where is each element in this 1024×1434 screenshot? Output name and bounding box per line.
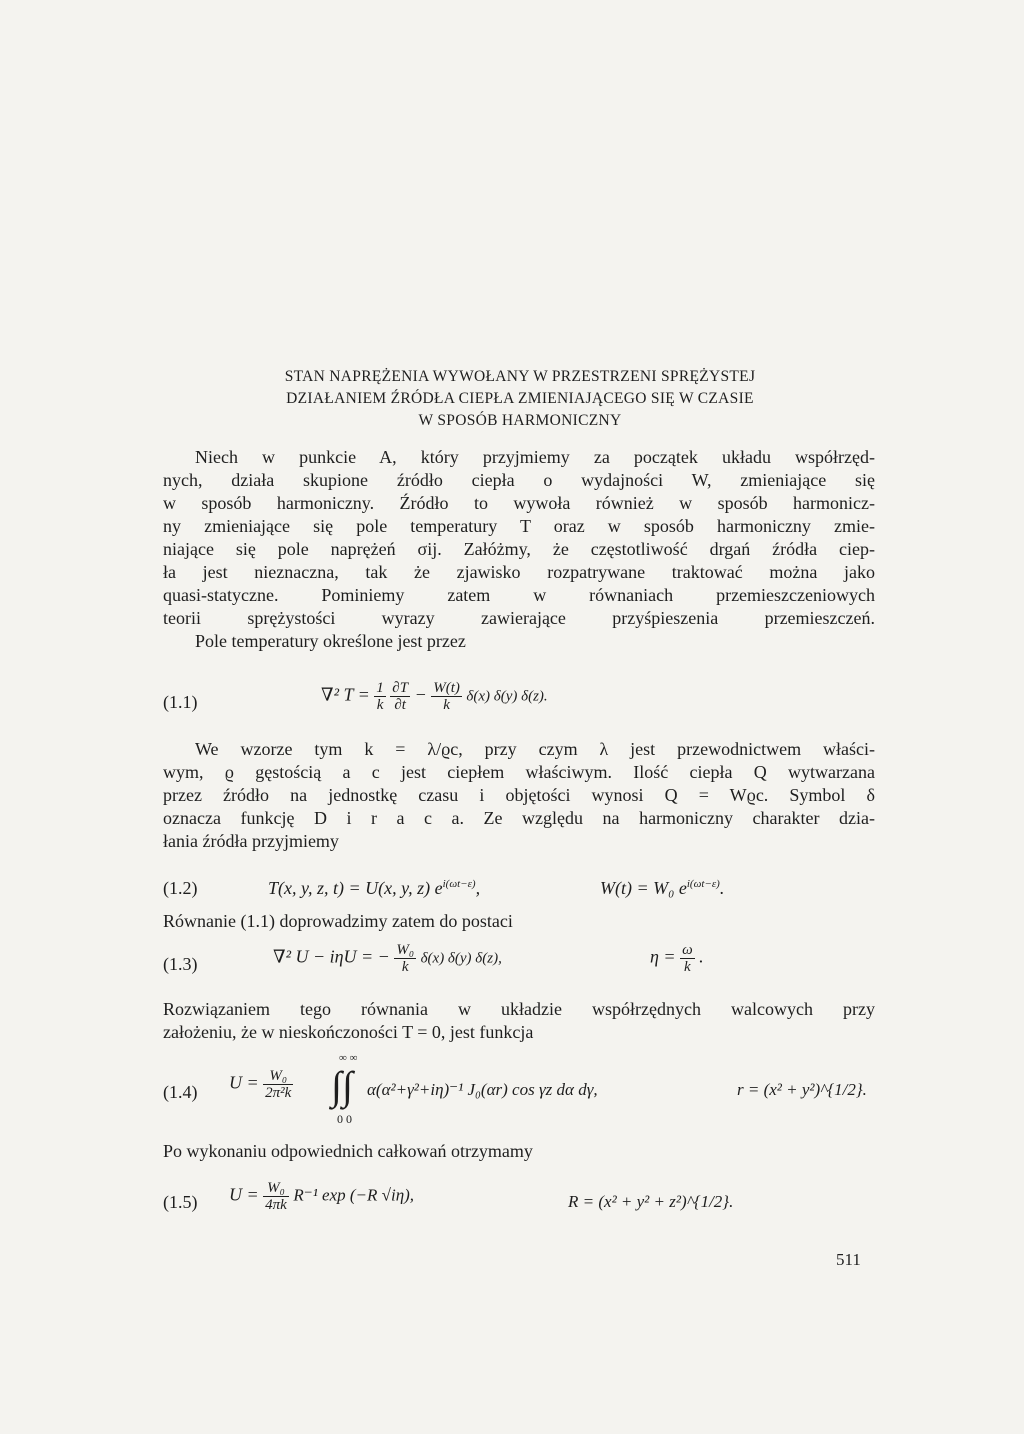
eq-minus: − bbox=[414, 684, 432, 705]
fraction: $\frac{\partial T}{\partial t}$ bbox=[392, 680, 409, 713]
equation-1-1 bbox=[163, 680, 883, 730]
text-line: We wzorze tym k = λ/ϱc, przy czym λ jest przewodnictwem właści- bbox=[195, 739, 875, 759]
text-line: nych, działa skupione źródło ciepła o wydajności W, zmieniające się bbox=[163, 470, 875, 490]
R-definition: R = (x² + y² + z²)^{1/2}. bbox=[568, 1192, 734, 1211]
fraction: $\frac{\text{W₀}}{\text{2π²k}}$ bbox=[265, 1068, 292, 1101]
text-line: Rozwiązaniem tego równania w układzie współrzędnych walcowych przy bbox=[163, 999, 875, 1019]
text-line: Równanie (1.1) doprowadzimy zatem do postaci bbox=[163, 911, 513, 931]
eq-body: R⁻¹ exp (−R √iη), bbox=[293, 1185, 415, 1205]
text-line: założeniu, że w nieskończoności T = 0, jest funkcja bbox=[163, 1022, 534, 1042]
eq-lhs: ∇² U − iηU = − bbox=[273, 946, 395, 967]
paragraph-po bbox=[163, 1140, 875, 1163]
eq-right: W(t) = W₀ e bbox=[600, 878, 687, 898]
text-line: ła jest nieznaczna, tak że zjawisko rozpatrywane traktować można jako bbox=[163, 562, 875, 582]
r-definition: r = (x² + y²)^{1/2}. bbox=[737, 1080, 867, 1099]
text-line: w sposób harmoniczny. Źródło to wywoła również w sposób harmonicz- bbox=[163, 493, 875, 513]
eq-lhs: ∇² T = bbox=[321, 684, 375, 705]
text-line: teorii sprężystości wyrazy zawierające przyśpieszenia przemieszczeń. bbox=[163, 608, 875, 628]
equation-number: (1.5) bbox=[163, 1192, 198, 1212]
eq-rhs: δ(x) δ(y) δ(z). bbox=[466, 688, 548, 705]
equation-number: (1.1) bbox=[163, 692, 198, 712]
paragraph-3 bbox=[163, 998, 875, 1044]
eq-lhs: U = bbox=[229, 1072, 264, 1093]
text-line: Niech w punkcie A, który przyjmiemy za początek układu współrzęd- bbox=[195, 447, 875, 467]
paragraph-2 bbox=[163, 738, 875, 853]
eq-lhs: U = bbox=[229, 1184, 264, 1205]
equation-number: (1.4) bbox=[163, 1082, 198, 1102]
eq-rhs: δ(x) δ(y) δ(z), bbox=[420, 950, 502, 967]
integrand: α(α²+γ²+iη)⁻¹ J₀(αr) cos γz dα dγ, bbox=[367, 1080, 598, 1099]
eq-exponent: i(ωt−ε) bbox=[686, 878, 720, 890]
equation-1-5 bbox=[163, 1178, 883, 1224]
equation-number: (1.3) bbox=[163, 954, 198, 974]
double-integral: ∫∫ bbox=[331, 1063, 353, 1108]
equation-1-2 bbox=[163, 876, 883, 902]
integral-upper-limits: ∞ ∞ bbox=[339, 1052, 358, 1064]
title-line-3: W SPOSÓB HARMONICZNY bbox=[418, 412, 622, 429]
fraction: $\frac{W(t)}{k}$ bbox=[433, 680, 460, 713]
eq-period: . bbox=[719, 878, 725, 898]
equation-number: (1.2) bbox=[163, 878, 198, 898]
text-line: Po wykonaniu odpowiednich całkowań otrzymamy bbox=[163, 1141, 533, 1161]
page-number: 511 bbox=[836, 1250, 861, 1269]
text-line: przez źródło na jednostkę czasu i objętości wynosi Q = Wϱc. Symbol δ bbox=[163, 785, 875, 805]
eq-comma: , bbox=[475, 878, 481, 898]
text-line: Pole temperatury określone jest przez bbox=[195, 631, 466, 651]
paragraph-1 bbox=[163, 446, 875, 653]
section-title bbox=[150, 366, 890, 432]
paragraph-rownanie bbox=[163, 910, 875, 933]
text-line: niające się pole naprężeń σij. Załóżmy, że częstotliwość drgań źródła ciep- bbox=[163, 539, 875, 559]
title-line-2: DZIAŁANIEM ŹRÓDŁA CIEPŁA ZMIENIAJĄCEGO SIĘ W CZASIE bbox=[286, 390, 754, 407]
integral-lower-limits: 0 0 bbox=[337, 1112, 352, 1126]
fraction: $\frac{1}{k}$ bbox=[376, 680, 384, 713]
text-line: ny zmieniające się pole temperatury T oraz w sposób harmoniczny zmie- bbox=[163, 516, 875, 536]
fraction: $\frac{\text{W₀}}{k}$ bbox=[396, 942, 415, 975]
text-line: wym, ϱ gęstością a c jest ciepłem właściwym. Ilość ciepła Q wytwarzana bbox=[163, 762, 875, 782]
fraction: $\frac{\omega}{k}$ bbox=[682, 942, 693, 975]
title-line-1: STAN NAPRĘŻENIA WYWOŁANY W PRZESTRZENI SPRĘŻYSTEJ bbox=[284, 368, 756, 385]
text-line: quasi-statyczne. Pominiemy zatem w równaniach przemieszczeniowych bbox=[163, 585, 875, 605]
eq-left: T(x, y, z, t) = U(x, y, z) e bbox=[268, 878, 443, 898]
eq-exponent: i(ωt−ε) bbox=[442, 878, 476, 890]
text-line: łania źródła przyjmiemy bbox=[163, 831, 339, 851]
equation-1-4 bbox=[163, 1052, 883, 1132]
text-line: oznacza funkcję D i r a c a. Ze względu na harmoniczny charakter dzia- bbox=[163, 808, 875, 828]
eq-period: . bbox=[699, 946, 704, 967]
eq-eta: η = bbox=[650, 946, 681, 967]
fraction: $\frac{\text{W₀}}{4\pi k}$ bbox=[265, 1180, 287, 1213]
equation-1-3 bbox=[163, 940, 883, 988]
